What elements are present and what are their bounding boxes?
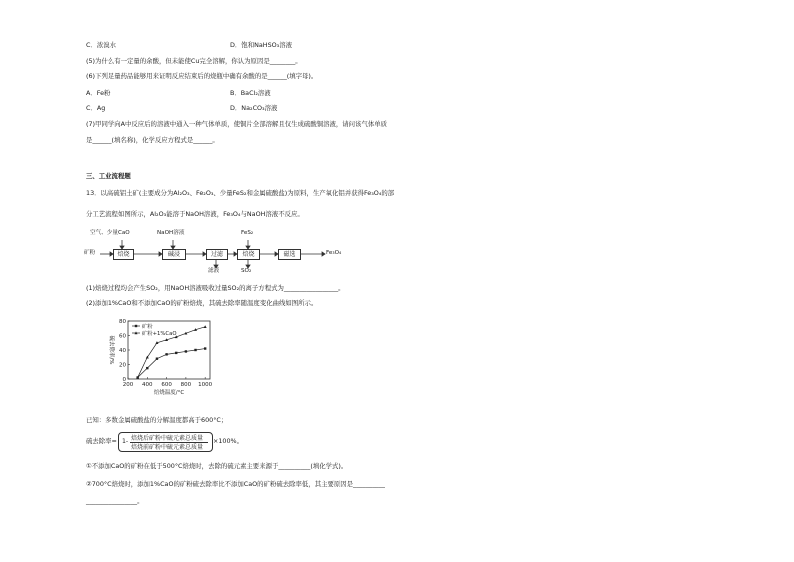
legend-label: 矿粉+1%CaO bbox=[142, 331, 177, 337]
flow-filter-box: 过滤 bbox=[206, 249, 228, 260]
data-point bbox=[194, 349, 196, 351]
x-tick-label: 1000 bbox=[198, 382, 213, 388]
section-heading: 三、工业流程题 bbox=[86, 172, 131, 180]
y-axis-label: 硫去除率/% bbox=[108, 335, 114, 365]
question-5: (5)为什么有一定量的余酸，但未能使Cu完全溶解，你认为原因是________。 bbox=[86, 57, 302, 65]
data-point bbox=[175, 352, 177, 354]
option-c: C．浓溴水 bbox=[86, 41, 117, 49]
flow-ore-label: 矿粉 bbox=[84, 250, 96, 256]
formula-tail: ×100%。 bbox=[213, 437, 244, 445]
process-flow-diagram bbox=[84, 228, 384, 276]
flow-naoh-label: NaOH溶液 bbox=[157, 230, 185, 236]
y-tick-label: 20 bbox=[119, 362, 126, 369]
flow-product-label: Fe₃O₄ bbox=[326, 250, 342, 256]
part-1: (1)焙烧过程均会产生SO₂，用NaOH溶液吸收过量SO₂的离子方程式为_________________。 bbox=[86, 284, 345, 292]
flow-fes2-label: FeS₂ bbox=[241, 230, 254, 236]
data-point bbox=[185, 350, 187, 352]
question-7: (7)甲同学向A中反应后的溶液中通入一种气体单质，使铜片全部溶解且仅生成硫酸铜溶液，请问该气体单质 bbox=[86, 120, 388, 128]
option-d: D．饱和NaHSO₃溶液 bbox=[230, 41, 293, 49]
chart-svg bbox=[104, 317, 214, 395]
formula-lhs: 硫去除率= bbox=[86, 437, 117, 445]
flow-magsep-box: 磁选 bbox=[278, 249, 301, 260]
x-tick-label: 200 bbox=[122, 382, 134, 388]
formula-denominator: 焙烧前矿粉中硫元素总质量 bbox=[131, 444, 204, 451]
question-13-cont: 分工艺流程如图所示，Al₂O₃能溶于NaOH溶液，Fe₃O₄与NaOH溶液不反应。 bbox=[86, 210, 304, 218]
question-6: (6)下列足量药品能够用来证明反应结束后的烧瓶中确有余酸的是______(填字母)。 bbox=[86, 72, 318, 80]
option-c2: C．Ag bbox=[86, 104, 106, 112]
sub-2-cont: ________________。 bbox=[86, 497, 144, 505]
series-line-0 bbox=[138, 349, 206, 378]
option-b: B．BaCl₂溶液 bbox=[230, 89, 271, 97]
x-axis-label: 焙烧温度/°C bbox=[153, 390, 185, 395]
x-tick-label: 800 bbox=[180, 382, 192, 388]
flow-filtrate-label: 滤液 bbox=[208, 268, 220, 274]
x-tick-label: 400 bbox=[142, 382, 153, 388]
flow-so2-label: SO₂ bbox=[241, 268, 252, 274]
sub-2: ②700°C焙烧时，添加1%CaO的矿粉硫去除率比不添加CaO的矿粉硫去除率低，其主要原因是__________ bbox=[86, 480, 385, 488]
y-tick-label: 80 bbox=[119, 319, 126, 325]
question-7-cont: 是______(填名称)，化学反应方程式是______。 bbox=[86, 136, 219, 144]
legend-marker bbox=[135, 325, 137, 327]
data-point bbox=[146, 367, 148, 369]
formula-bracket bbox=[118, 432, 213, 452]
formula-one: 1- bbox=[122, 438, 129, 445]
flow-roast2-box: 焙烧 bbox=[237, 249, 260, 260]
legend-label: 矿粉 bbox=[142, 324, 153, 330]
data-point bbox=[204, 347, 206, 349]
y-tick-label: 0 bbox=[122, 377, 126, 383]
sub-1: ①不添加CaO的矿粉在低于500°C焙烧时，去除的硫元素主要来源于__________(填化学式)。 bbox=[86, 462, 348, 470]
y-tick-label: 40 bbox=[119, 348, 126, 354]
option-a: A．Fe粉 bbox=[86, 89, 111, 97]
flow-roast-box: 焙烧 bbox=[113, 249, 134, 260]
option-d2: D．Na₂CO₃溶液 bbox=[230, 104, 278, 112]
y-tick-label: 60 bbox=[119, 333, 126, 340]
data-point bbox=[204, 325, 207, 328]
flow-air-label: 空气、少量CaO bbox=[90, 230, 130, 236]
question-13: 13．以高硫铝土矿(主要成分为Al₂O₃、Fe₂O₃、少量FeS₂和金属硫酸盐)为原料，生产氧化铝并获得Fe₃O₄的部 bbox=[86, 189, 395, 197]
data-point bbox=[156, 358, 158, 360]
known-note: 已知：多数金属硫酸盐的分解温度都高于600°C； bbox=[86, 416, 228, 424]
flow-leach-box: 碱浸 bbox=[162, 249, 186, 260]
sulfur-removal-chart bbox=[104, 317, 214, 395]
part-2: (2)添加1%CaO和不添加CaO的矿粉焙烧，其硫去除率随温度变化曲线如图所示。 bbox=[86, 299, 318, 307]
data-point bbox=[165, 353, 167, 355]
x-tick-label: 600 bbox=[161, 382, 172, 388]
formula-numerator: 焙烧后矿粉中硫元素总质量 bbox=[131, 435, 204, 442]
